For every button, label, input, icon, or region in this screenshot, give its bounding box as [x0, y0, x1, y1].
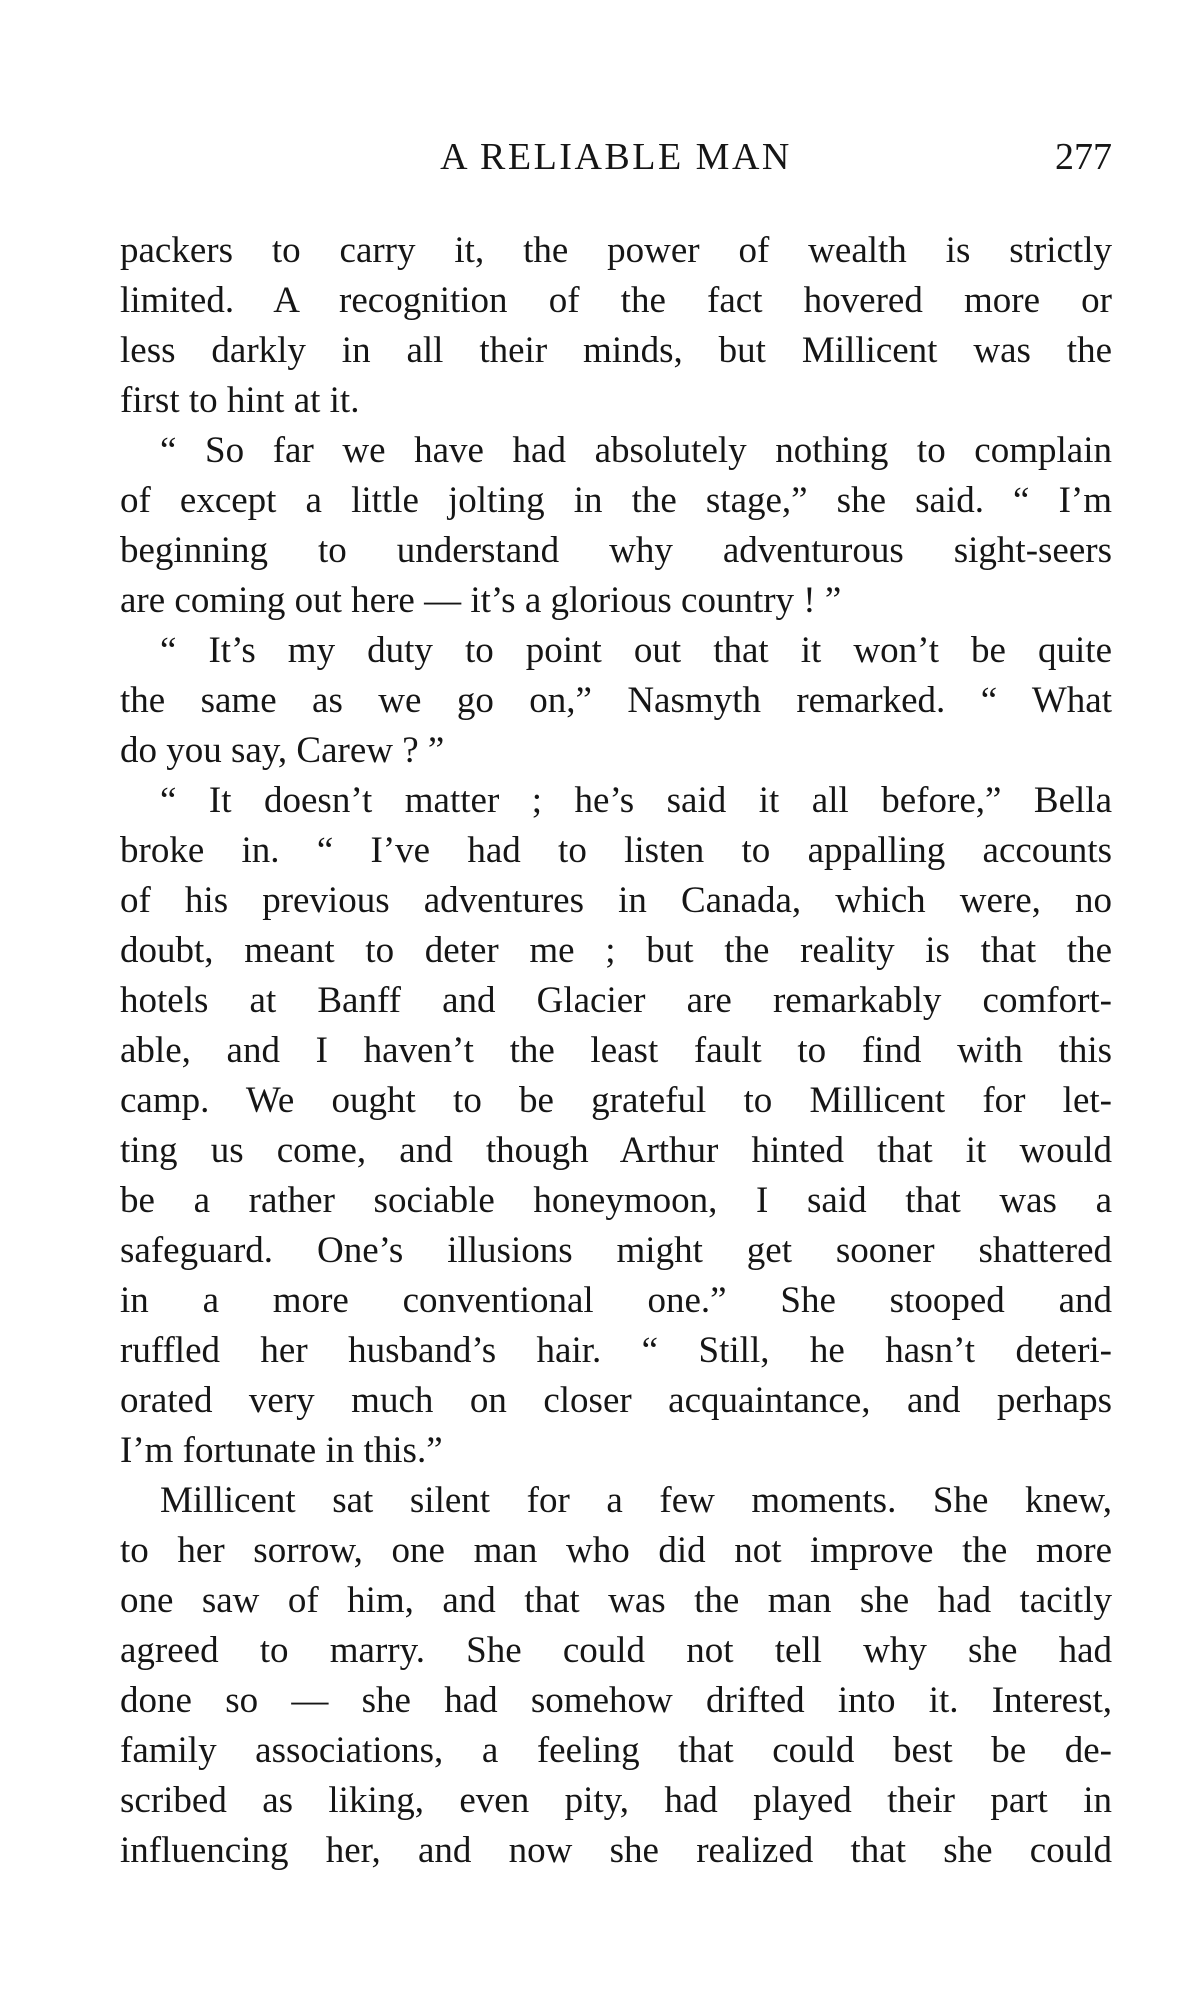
text-line: of his previous adventures in Canada, which were, no	[120, 880, 1112, 921]
text-line: be a rather sociable honeymoon, I said that was a	[120, 1180, 1112, 1221]
text-line: scribed as liking, even pity, had played their part in	[120, 1780, 1112, 1821]
page-number: 277	[1055, 136, 1112, 178]
text-line: less darkly in all their minds, but Millicent was the	[120, 330, 1112, 371]
text-line: beginning to understand why adventurous sight-seers	[120, 530, 1112, 571]
text-line: do you say, Carew ? ”	[120, 730, 445, 771]
text-line: to her sorrow, one man who did not improve the more	[120, 1530, 1112, 1571]
text-line: “ It’s my duty to point out that it won’t be quite	[160, 630, 1112, 671]
text-line: influencing her, and now she realized that she could	[120, 1830, 1112, 1871]
text-line: limited. A recognition of the fact hovered more or	[120, 280, 1112, 321]
text-line: doubt, meant to deter me ; but the reality is that the	[120, 930, 1112, 971]
text-line: Millicent sat silent for a few moments. She knew,	[160, 1480, 1112, 1521]
text-line: agreed to marry. She could not tell why she had	[120, 1630, 1112, 1671]
running-title: A RELIABLE MAN	[440, 136, 792, 178]
text-line: ting us come, and though Arthur hinted that it would	[120, 1130, 1112, 1171]
text-line: I’m fortunate in this.”	[120, 1430, 443, 1471]
text-line: hotels at Banff and Glacier are remarkably comfort-	[120, 980, 1112, 1021]
text-line: ruffled her husband’s hair. “ Still, he hasn’t deteri-	[120, 1330, 1112, 1371]
text-line: family associations, a feeling that could best be de-	[120, 1730, 1112, 1771]
text-line: camp. We ought to be grateful to Millicent for let-	[120, 1080, 1112, 1121]
text-line: “ So far we have had absolutely nothing to complain	[160, 430, 1112, 471]
text-line: the same as we go on,” Nasmyth remarked. “ What	[120, 680, 1112, 721]
body-text	[120, 226, 1112, 1876]
text-line: of except a little jolting in the stage,” she said. “ I’m	[120, 480, 1112, 521]
text-line: safeguard. One’s illusions might get sooner shattered	[120, 1230, 1112, 1271]
text-line: “ It doesn’t matter ; he’s said it all before,” Bella	[160, 780, 1112, 821]
text-line: in a more conventional one.” She stooped and	[120, 1280, 1112, 1321]
text-line: orated very much on closer acquaintance, and perhaps	[120, 1380, 1112, 1421]
running-head	[120, 132, 1112, 182]
text-line: packers to carry it, the power of wealth is strictly	[120, 230, 1112, 271]
text-line: one saw of him, and that was the man she had tacitly	[120, 1580, 1112, 1621]
text-line: broke in. “ I’ve had to listen to appalling accounts	[120, 830, 1112, 871]
text-line: first to hint at it.	[120, 380, 360, 421]
text-line: able, and I haven’t the least fault to find with this	[120, 1030, 1112, 1071]
text-line: done so — she had somehow drifted into it. Interest,	[120, 1680, 1112, 1721]
text-line: are coming out here — it’s a glorious country ! ”	[120, 580, 842, 621]
